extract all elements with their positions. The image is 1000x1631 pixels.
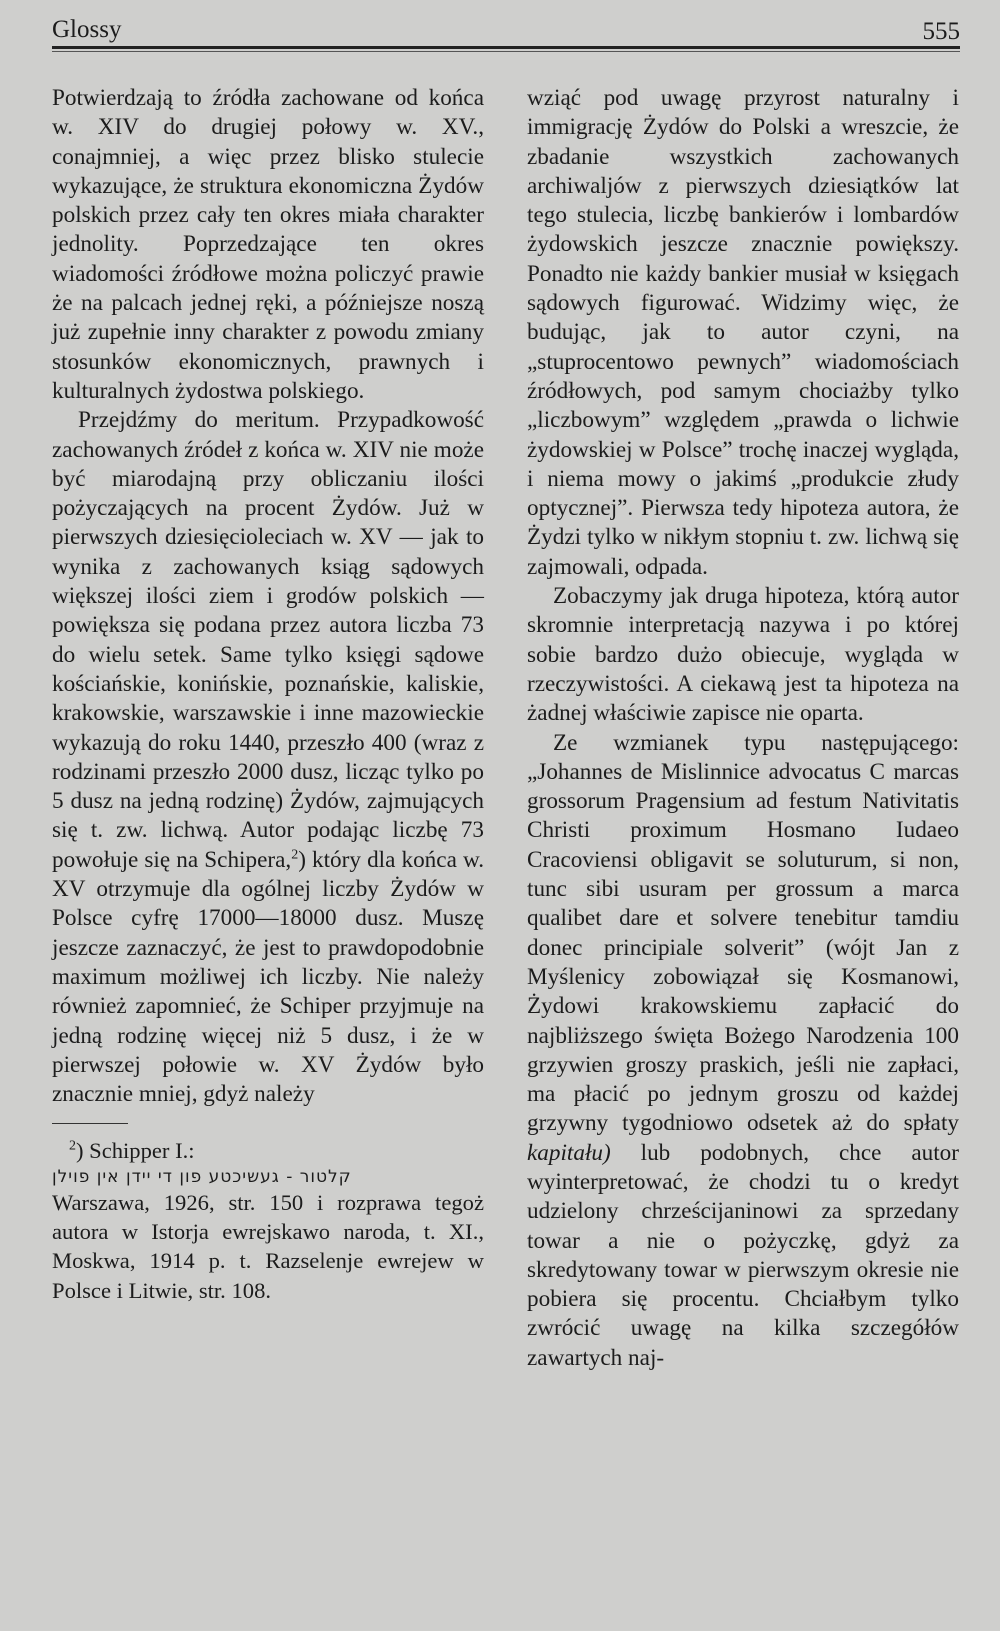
running-title: Glossy [52, 16, 122, 43]
left-column [52, 84, 484, 1305]
paragraph: wziąć pod uwagę przyrost naturalny i immigrację Żydów do Polski a wreszcie, że zbadanie wszystkich zachowanych archiwaljów z pierwszych dziesiątków lat tego stulecia, liczbę bankierów i lombardów żydowskich jeszcze znacznie powiększy. Ponadto nie każdy bankier musiał w księgach sądowych figurować. Widzimy więc, że budując, jak to autor czyni, na „stuprocentowo pewnych” wiadomościach źródłowych, pod samym chociażby tylko „liczbowym” względem „prawda o lichwie żydowskiej w Polsce” trochę inaczej wygląda, i niema mowy o jakimś „produkcie złudy optycznej”. Pierwsza tedy hipoteza autora, że Żydzi tylko w nikłym stopniu t. zw. lichwą się zajmowali, odpada. [527, 85, 959, 580]
paragraph: Potwierdzają to źródła zachowane od końca w. XIV do drugiej połowy w. XV., conajmniej, a więc przez blisko stulecie wykazujące, że struktura ekonomiczna Żydów polskich przez cały ten okres miała charakter jednolity. Poprzedzające ten okres wiadomości źródłowe można policzyć prawie że na palcach jednej ręki, a późniejsze noszą już zupełnie inny charakter z powodu zmiany stosunków ekonomicznych, prawnych i kulturalnych żydostwa polskiego. [52, 85, 484, 404]
page-header [52, 14, 960, 48]
footnote-hebrew-title: קלטור - געשיכטע פון די יידן אין פוילן [52, 1166, 352, 1187]
footnote-citation [52, 1136, 484, 1165]
paragraph [527, 729, 959, 1374]
emphasis-text: kapitału) [527, 1139, 611, 1166]
footnote-reference: 2 [291, 846, 299, 862]
footnote [52, 1136, 484, 1304]
paragraph-text: lub podobnych, chce autor wyinterpretować, że chodzi tu o kredyt udzielony chrześcijaninowi za sprzedany towar a nie o pożyczkę, gdyż za skredytowany towar w pierwszym okresie nie pobiera się procentu. Chciałbym tylko zwrócić uwagę na kilka szczegółów zawartych naj- [527, 1139, 959, 1371]
paragraph [52, 406, 484, 1109]
paragraph: Zobaczymy jak druga hipoteza, którą autor skromnie interpretacją nazywa i po której sobie bardzo dużo obiecuje, wygląda w rzeczywistości. A ciekawą jest ta hipoteza na żadnej właściwie zapisce nie oparta. [527, 583, 959, 727]
paragraph-text: Ze wzmianek typu następującego: „Johannes de Mislinnice advocatus C marcas grossorum Pragensium ad festum Nativitatis Christi proximum Hosmano Iudaeo Cracoviensi obligavit se soluturum, si non, tunc sibi usuram per grossum a marca qualibet dare et solvere tenebitur tamdiu donec principiale solverit” (wójt Jan z Myślenicy zobowiązał się Kosmanowi, Żydowi krakowskiemu zapłacić do najbliższego święta Bożego Narodzenia 100 grzywien groszy praskich, jeśli nie zapłaci, ma płacić po jednym groszu od każdej grzywny tygodniowo odsetek aż do spłaty [527, 729, 959, 1137]
right-column [527, 84, 959, 1373]
footnote-marker: 2 [68, 1138, 76, 1154]
footnote-rule [52, 1123, 128, 1124]
paragraph-text: ) który dla końca w. XV otrzymuje dla ogólnej liczby Żydów w Polsce cyfrę 17000—18000 dusz. Muszę jeszcze zaznaczyć, że jest to prawdopodobnie maximum możliwej ich liczby. Nie należy również zapomnieć, że Schiper przyjmuje na jedną rodzinę więcej niż 5 dusz, i że w pierwszej połowie w. XV Żydów było znacznie mniej, gdyż należy [52, 846, 485, 1108]
paragraph-text: Przejdźmy do meritum. Przypadkowość zachowanych źródeł z końca w. XIV nie może być miarodajną przy obliczaniu ilości pożyczających na procent Żydów. Już w pierwszych dziesięcioleciach w. XV — jak to wynika z zachowanych ksiąg sądowych większej ilości ziem i grodów polskich — powiększa się podana przez autora liczba 73 do wielu setek. Same tylko księgi sądowe kościańskie, konińskie, poznańskie, kaliskie, krakowskie, warszawskie i inne mazowieckie wykazują do roku 1440, przeszło 400 (wraz z rodzinami przeszło 2000 dusz, licząc tylko po 5 dusz na jedną rodzinę) Żydów, zajmujących się t. zw. lichwą. Autor podając liczbę 73 powołuje się na Schipera, [52, 407, 484, 873]
header-rule [52, 46, 960, 52]
page-number: 555 [922, 18, 960, 45]
footnote-author: ) Schipper I.: [75, 1138, 195, 1164]
footnote-text: Warszawa, 1926, str. 150 i rozprawa tegoż autora w Istorja ewrejskawo naroda, t. XI., Moskwa, 1914 p. t. Razselenje ewrejew w Polsce i Litwie, str. 108. [52, 1189, 484, 1303]
